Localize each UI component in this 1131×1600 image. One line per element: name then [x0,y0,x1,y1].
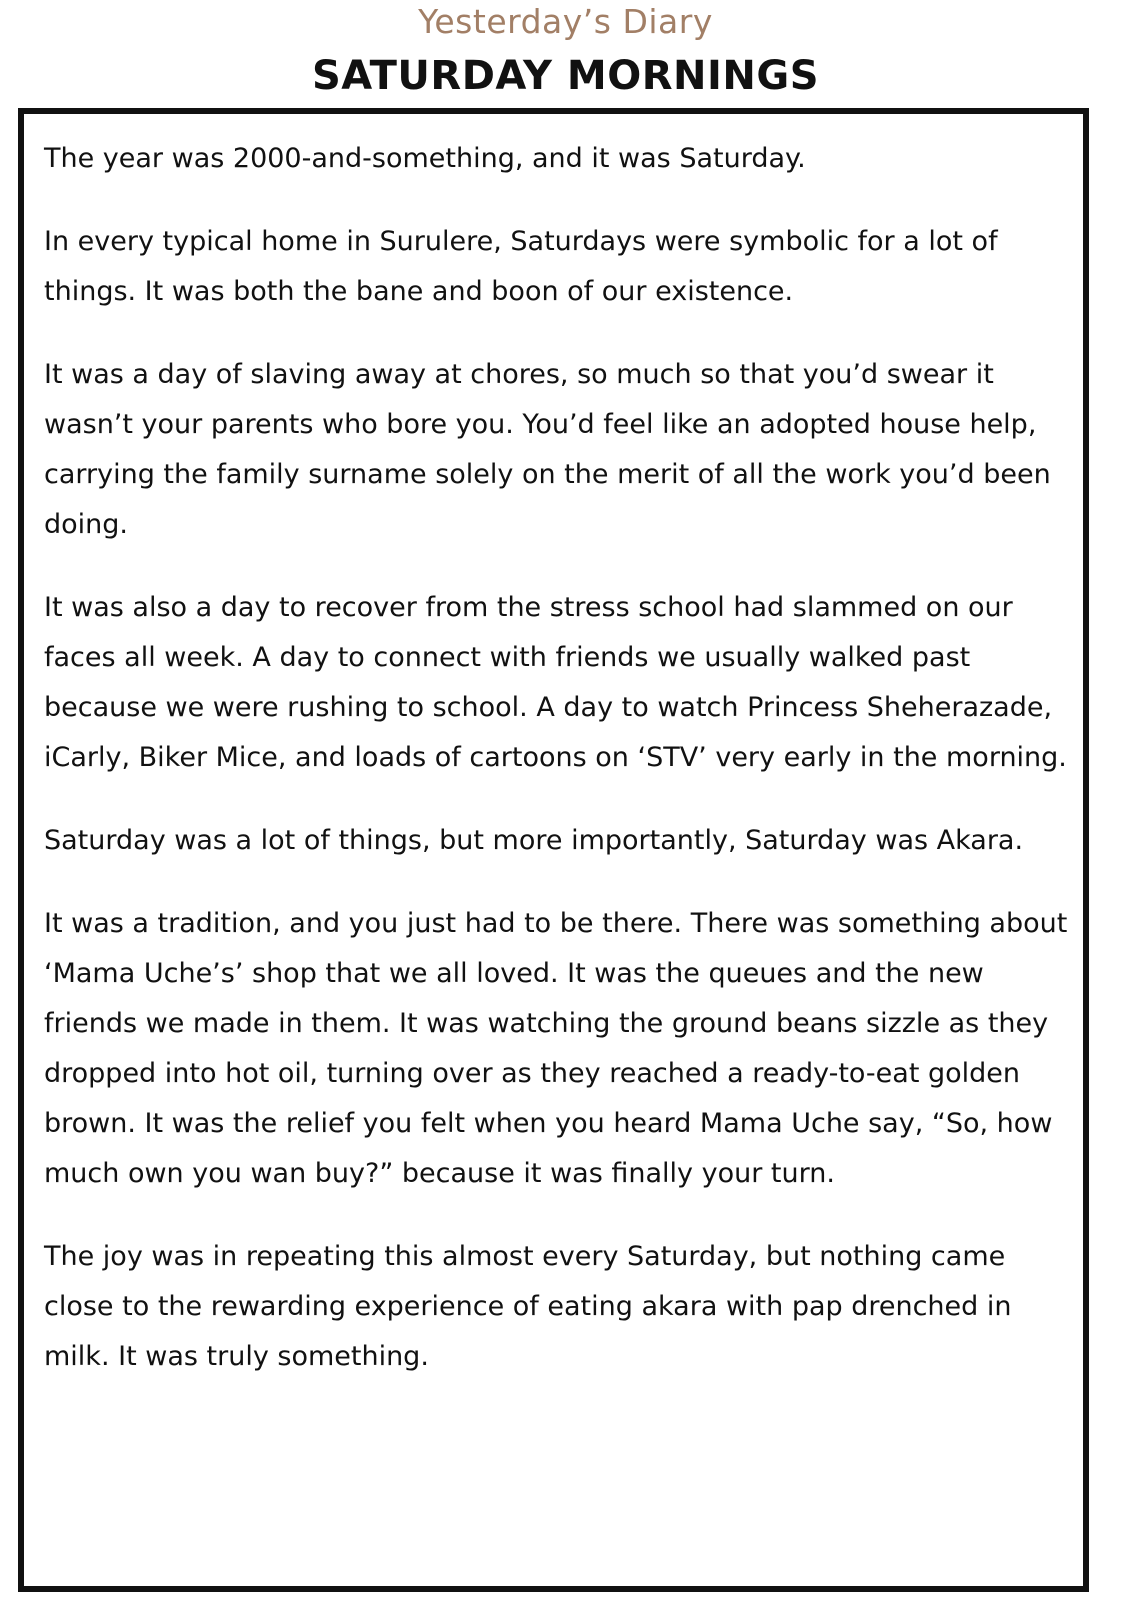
paragraph-2: In every typical home in Surulere, Saturdays were symbolic for a lot of things. It was both the bane and boon of our existence. [44,226,998,307]
diary-subtitle: Yesterday’s Diary [418,2,713,41]
paragraph-5: Saturday was a lot of things, but more importantly, Saturday was Akara. [44,825,1024,856]
story-body [44,134,1073,1415]
paragraph-7: The joy was in repeating this almost every Saturday, but nothing came close to the rewarding experience of eating akara with pap drenched in milk. It was truly something. [44,1241,1012,1372]
page-title: SATURDAY MORNINGS [311,53,820,99]
paragraph-3: It was a day of slaving away at chores, so much so that you’d swear it wasn’t your parents who bore you. You’d feel like an adopted house help, carrying the family surname solely on the merit of all the work you’d been doing. [44,359,1051,540]
paragraph-4: It was also a day to recover from the stress school had slammed on our faces all week. A day to connect with friends we usually walked past because we were rushing to school. A day to watch Princess Sheherazade, iCarly, Biker Mice, and loads of cartoons on ‘STV’ very early in the morning. [44,592,1067,773]
paragraph-1: The year was 2000-and-something, and it was Saturday. [44,143,806,174]
story-frame [18,108,1089,1592]
paragraph-6: It was a tradition, and you just had to be there. There was something about ‘Mama Uche’s’ shop that we all loved. It was the queues and the new friends we made in them. It was watching the ground beans sizzle as they dropped into hot oil, turning over as they reached a ready-to-eat golden brown. It was the relief you felt when you heard Mama Uche say, “So, how much own you wan buy?” because it was finally your turn. [44,908,1068,1189]
